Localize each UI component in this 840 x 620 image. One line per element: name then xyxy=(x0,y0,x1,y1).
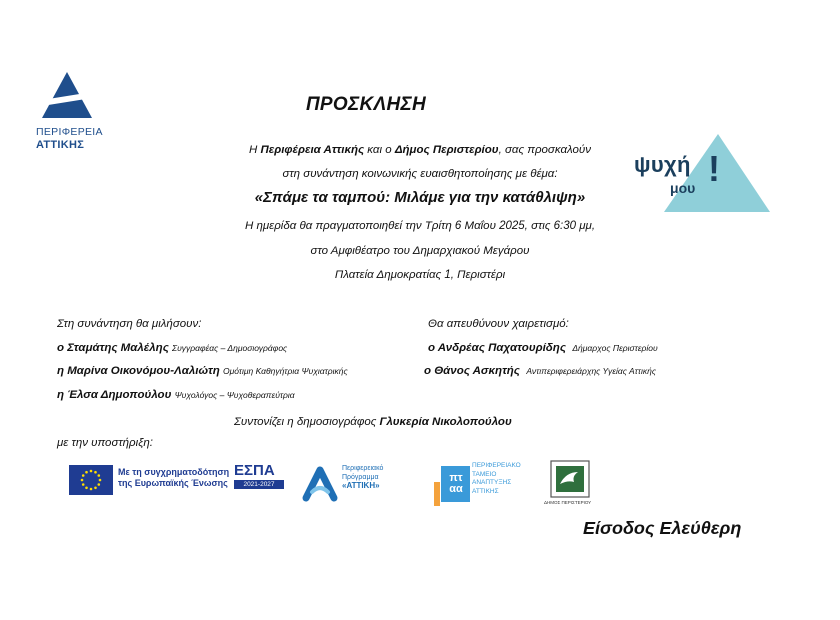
event-theme: «Σπάμε τα ταμπού: Μιλάμε για την κατάθλιψη» xyxy=(254,189,586,206)
exclamation-mark: ! xyxy=(708,148,720,189)
intro-line-1: Η Περιφέρεια Αττικής και ο Δήμος Περιστερίου, σας προσκαλούν xyxy=(248,144,592,156)
event-date: Η ημερίδα θα πραγματοποιηθεί την Τρίτη 6 Μαΐου 2025, στις 6:30 μμ, xyxy=(244,220,596,232)
speaker-1: ο Σταμάτης Μαλέλης Συγγραφέας – Δημοσιογράφος xyxy=(57,342,288,354)
eu-flag-icon xyxy=(69,465,113,495)
greeting-2: ο Θάνος Ασκητής Αντιπεριφερειάρχης Υγείας Αττικής xyxy=(424,365,656,377)
espa-name: ΕΣΠΑ xyxy=(234,462,275,479)
page-title: ΠΡΟΣΚΛΗΣΗ xyxy=(305,94,427,115)
speaker-3: η Έλσα Δημοπούλου Ψυχολόγος – Ψυχοθεραπεύτρια xyxy=(57,389,295,401)
program-line3: «ΑΤΤΙΚΗ» xyxy=(342,481,380,490)
greetings-heading: Θα απευθύνουν χαιρετισμό: xyxy=(428,318,569,330)
ptaa-line4: ΑΤΤΙΚΗΣ xyxy=(472,487,499,495)
ptaa-line1: ΠΕΡΙΦΕΡΕΙΑΚΟ xyxy=(472,462,521,469)
mou-word: μου xyxy=(670,180,696,196)
ptaa-line2: ΤΑΜΕΙΟ xyxy=(472,470,497,478)
program-line1: Περιφερειακό xyxy=(342,465,384,472)
region-logo-line1: ΠΕΡΙΦΕΡΕΙΑ xyxy=(36,126,103,138)
speakers-heading: Στη συνάντηση θα μιλήσουν: xyxy=(57,318,202,330)
support-label: με την υποστήριξη: xyxy=(57,437,153,449)
ptaa-logo xyxy=(432,462,532,510)
ptaa-line3: ΑΝΑΠΤΥΞΗΣ xyxy=(472,479,512,486)
dove-icon xyxy=(550,460,590,498)
event-venue: στο Αμφιθέατρο του Δημαρχιακού Μεγάρου xyxy=(310,245,530,257)
dimos-peristeriou-logo xyxy=(544,460,608,510)
program-line2: Πρόγραμμα xyxy=(342,473,379,481)
program-attiki-logo xyxy=(300,460,400,508)
ptaa-mark: πτ αα xyxy=(449,472,463,495)
dimos-caption: ΔΗΜΟΣ ΠΕΡΙΣΤΕΡΙΟΥ xyxy=(544,500,592,505)
program-a-icon xyxy=(300,464,340,504)
psychi-word: ψυχή xyxy=(634,152,691,177)
espa-logo xyxy=(234,463,284,497)
speaker-2: η Μαρίνα Οικονόμου-Λαλιώτη Ομότιμη Καθηγήτρια Ψυχιατρικής xyxy=(57,365,348,377)
moderator-line: Συντονίζει η δημοσιογράφος Γλυκερία Νικολοπούλου xyxy=(234,416,512,428)
greeting-1: ο Ανδρέας Παχατουρίδης Δήμαρχος Περιστερίου xyxy=(428,342,658,354)
eu-cofunding-text: Με τη συγχρηματοδότηση της Ευρωπαϊκής Ένωσης xyxy=(118,467,230,488)
event-address: Πλατεία Δημοκρατίας 1, Περιστέρι xyxy=(334,269,506,281)
free-entry-label: Είσοδος Ελεύθερη xyxy=(583,518,742,538)
espa-years: 2021-2027 xyxy=(234,480,284,489)
intro-line-2: στη συνάντηση κοινωνικής ευαισθητοποίησης με θέμα: xyxy=(282,168,558,180)
region-logo-line2: ΑΤΤΙΚΗΣ xyxy=(36,139,85,151)
